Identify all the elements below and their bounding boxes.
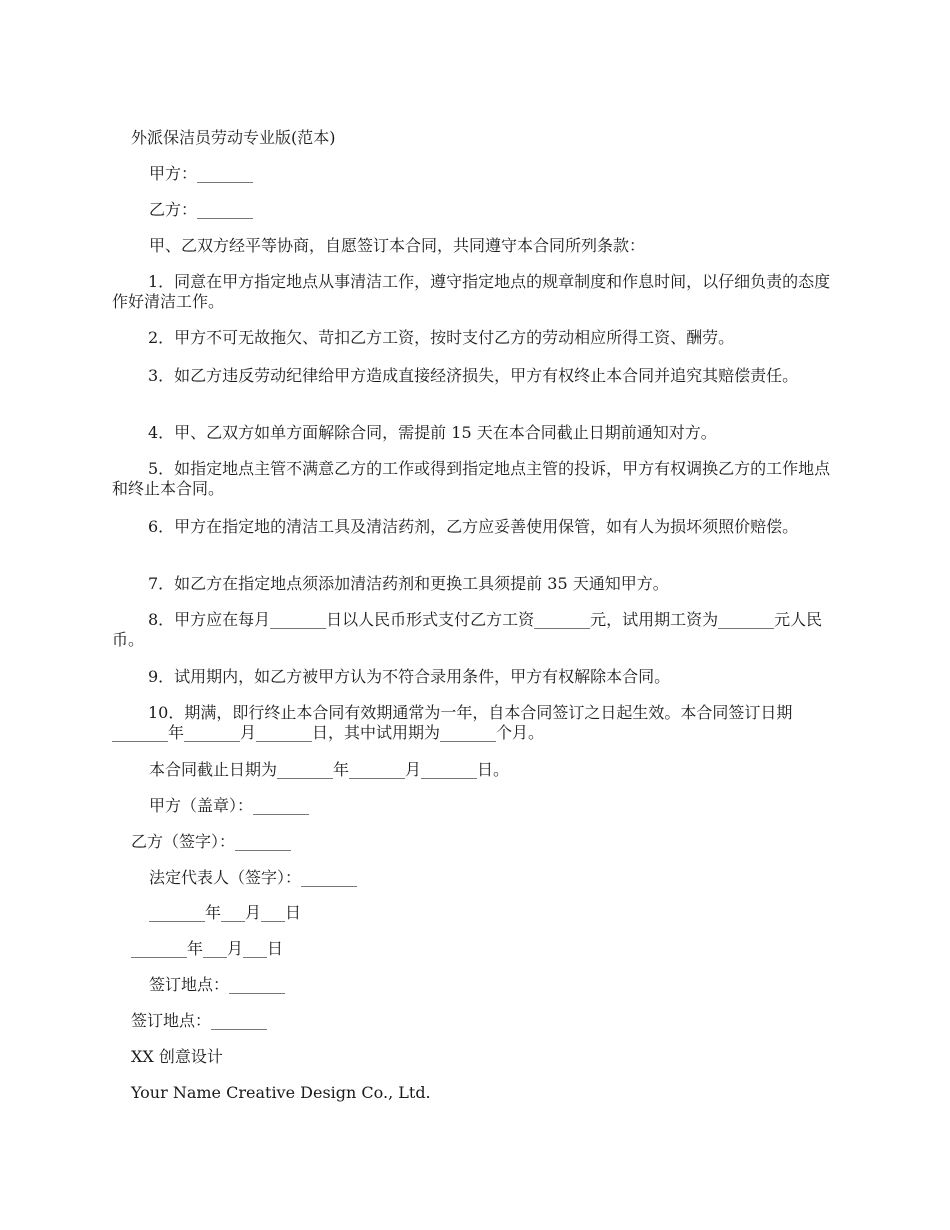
signing-place-a: 签订地点：_______ xyxy=(149,975,286,994)
clause-4: 4．甲、乙双方如单方面解除合同，需提前 15 天在本合同截止日期前通知对方。 xyxy=(148,423,717,442)
company-name-en: Your Name Creative Design Co., Ltd. xyxy=(131,1083,431,1102)
contract-end-date: 本合同截止日期为_______年_______月_______日。 xyxy=(149,760,510,779)
party-a-seal-line: 甲方（盖章）：_______ xyxy=(149,796,310,815)
clause-9: 9．试用期内，如乙方被甲方认为不符合录用条件，甲方有权解除本合同。 xyxy=(148,667,671,686)
clause-6: 6．甲方在指定地的清洁工具及清洁药剂，乙方应妥善使用保管，如有人为损坏须照价赔偿。 xyxy=(148,517,799,536)
clause-5: 5．如指定地点主管不满意乙方的工作或得到指定地点主管的投诉，甲方有权调换乙方的工作地点和终止本合同。 xyxy=(112,459,831,498)
party-b-signature-line: 乙方（签字）：_______ xyxy=(131,832,292,851)
clause-7: 7．如乙方在指定地点须添加清洁药剂和更换工具须提前 35 天通知甲方。 xyxy=(148,574,669,593)
clause-2: 2．甲方不可无故拖欠、苛扣乙方工资，按时支付乙方的劳动相应所得工资、酬劳。 xyxy=(148,328,735,347)
company-name-cn: XX 创意设计 xyxy=(131,1047,223,1066)
clause-8: 8．甲方应在每月_______日以人民币形式支付乙方工资_______元，试用期工资为_______元人民币。 xyxy=(112,610,823,649)
party-a-line: 甲方：_______ xyxy=(149,164,254,183)
document-title: 外派保洁员劳动专业版(范本) xyxy=(131,128,336,147)
legal-representative-line: 法定代表人（签字）：_______ xyxy=(149,868,358,887)
clause-1: 1．同意在甲方指定地点从事清洁工作，遵守指定地点的规章制度和作息时间，以仔细负责的态度作好清洁工作。 xyxy=(112,272,831,311)
intro-paragraph: 甲、乙双方经平等协商，自愿签订本合同，共同遵守本合同所列条款： xyxy=(149,236,646,255)
party-b-line: 乙方：_______ xyxy=(149,200,254,219)
clause-3: 3．如乙方违反劳动纪律给甲方造成直接经济损失，甲方有权终止本合同并追究其赔偿责任。 xyxy=(148,366,799,385)
party-a-date-line: _______年___月___日 xyxy=(149,903,302,922)
party-b-date-line: _______年___月___日 xyxy=(131,939,284,958)
clause-10: 10．期满，即行终止本合同有效期通常为一年，自本合同签订之日起生效。本合同签订日期_______年_______月_______日，其中试用期为_______个月。 xyxy=(112,703,793,742)
signing-place-b: 签订地点：_______ xyxy=(131,1011,268,1030)
